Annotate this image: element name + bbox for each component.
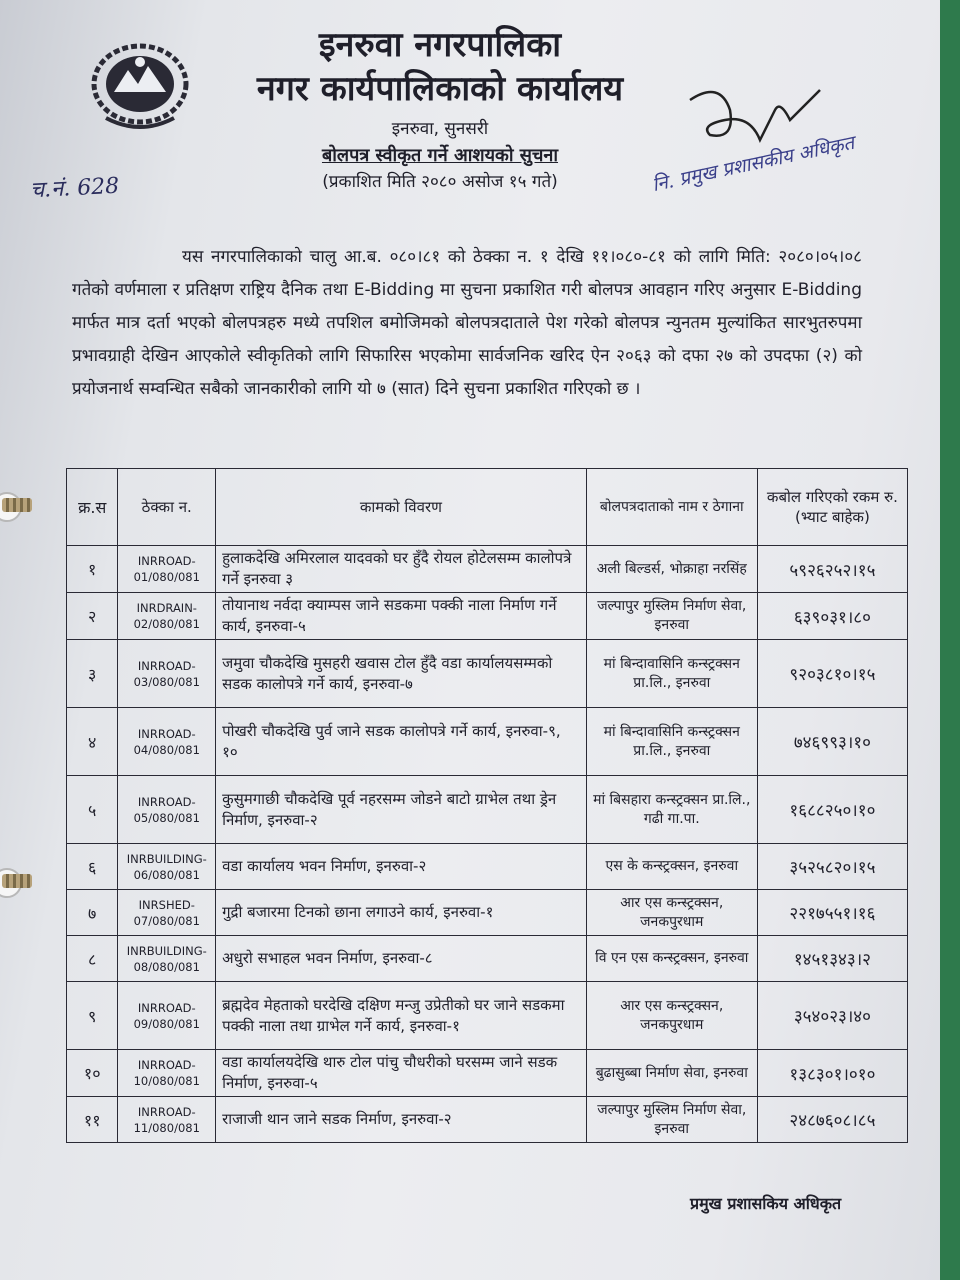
cell-sn: ३ (67, 640, 118, 708)
cell-amount: ९२०३८१०।१५ (757, 640, 907, 708)
cell-description: ब्रह्मदेव मेहताको घरदेखि दक्षिण मन्जु उप्रेतीको घर जाने सडकमा पक्की नाला तथा ग्राभेल गर्ने कार्य, इनरुवा-१ (216, 982, 587, 1050)
cell-bidder: मां बिन्दावासिनि कन्स्ट्रक्सन प्रा.लि., इनरुवा (586, 640, 757, 708)
cell-description: हुलाकदेखि अमिरलाल यादवको घर हुँदै रोयल होटेलसम्म कालोपत्रे गर्ने इनरुवा ३ (216, 546, 587, 593)
cell-bidder: जल्पापुर मुस्लिम निर्माण सेवा, इनरुवा (586, 593, 757, 640)
table-row (67, 708, 908, 776)
cell-contract-no: INRROAD-05/080/081 (118, 776, 216, 844)
table-header-row (67, 469, 908, 546)
cell-contract-no: INRROAD-11/080/081 (118, 1097, 216, 1143)
col-header-description: कामको विवरण (216, 469, 587, 546)
cell-description: तोयानाथ नर्वदा क्याम्पस जाने सडकमा पक्की नाला निर्माण गर्ने कार्य, इनरुवा-५ (216, 593, 587, 640)
cell-bidder: आर एस कन्स्ट्रक्सन, जनकपुरधाम (586, 890, 757, 936)
cell-description: अधुरो सभाहल भवन निर्माण, इनरुवा-८ (216, 936, 587, 982)
cell-sn: ९ (67, 982, 118, 1050)
col-header-sn: क्र.स (67, 469, 118, 546)
table-row (67, 1050, 908, 1097)
binder-clip (2, 874, 32, 888)
cell-sn: ५ (67, 776, 118, 844)
office-title: इनरुवा नगरपालिका (318, 25, 562, 65)
cell-sn: १० (67, 1050, 118, 1097)
cell-sn: ८ (67, 936, 118, 982)
table-row (67, 640, 908, 708)
cell-sn: ११ (67, 1097, 118, 1143)
cell-bidder: आर एस कन्स्ट्रक्सन, जनकपुरधाम (586, 982, 757, 1050)
contracts-table (66, 468, 908, 1143)
table-row (67, 844, 908, 890)
cell-bidder: एस के कन्स्ट्रक्सन, इनरुवा (586, 844, 757, 890)
table-row (67, 890, 908, 936)
cell-contract-no: INRBUILDING-08/080/081 (118, 936, 216, 982)
cell-contract-no: INRROAD-01/080/081 (118, 546, 216, 593)
cell-description: राजाजी थान जाने सडक निर्माण, इनरुवा-२ (216, 1097, 587, 1143)
cell-bidder: अली बिल्डर्स, भोक्राहा नरसिंह (586, 546, 757, 593)
officer-stamp: नि. प्रमुख प्रशासकीय अधिकृत (650, 131, 857, 197)
cell-contract-no: INRROAD-03/080/081 (118, 640, 216, 708)
cell-amount: १३८३०१।०१० (757, 1050, 907, 1097)
cell-bidder: वि एन एस कन्स्ट्रक्सन, इनरुवा (586, 936, 757, 982)
cell-bidder: बुढासुब्बा निर्माण सेवा, इनरुवा (586, 1050, 757, 1097)
cell-description: कुसुमगाछी चौकदेखि पूर्व नहरसम्म जोडने बाटो ग्राभेल तथा ड्रेन निर्माण, इनरुवा-२ (216, 776, 587, 844)
cell-amount: २४८७६०८।८५ (757, 1097, 907, 1143)
table-row (67, 593, 908, 640)
notice-body: यस नगरपालिकाको चालु आ.ब. ०८०।८१ को ठेक्का न. १ देखि ११।०८०-८१ को लागि मिति: २०८०।०५।०८ गतेको वर्णमाला र प्रतिक्षण राष्ट्रिय दैनिक तथा E-Bidding मा सुचना प्रकाशित गरी बोलपत्र आवहान गरिए अनुसार E-Bidding मार्फत मात्र दर्ता भएको बोलपत्रहरु मध्ये तपशिल बमोजिमको बोलपत्रदाताले पेश गरेको बोलपत्र न्युनतम मुल्यांकित सारभुतरुपमा प्रभावग्राही देखिन आएकोले स्वीकृतिको लागि सिफारिस भएकोमा सार्वजनिक खरिद ऐन २०६३ को दफा २७ को उपदफा (२) को प्रयोजनार्थ सम्वन्धित सबैको जानकारीको लागि यो ७ (सात) दिने सुचना प्रकाशित गरिएको छ । (72, 247, 862, 399)
background-green-edge (940, 0, 960, 1280)
notice-title: बोलपत्र स्वीकृत गर्ने आशयको सुचना (321, 145, 559, 166)
table-row (67, 936, 908, 982)
cell-sn: १ (67, 546, 118, 593)
table-row (67, 982, 908, 1050)
office-subtitle: नगर कार्यपालिकाको कार्यालय (256, 69, 624, 109)
cell-description: वडा कार्यालय भवन निर्माण, इनरुवा-२ (216, 844, 587, 890)
cell-contract-no: INRROAD-09/080/081 (118, 982, 216, 1050)
table-row (67, 1097, 908, 1143)
signatory-title: प्रमुख प्रशासकिय अधिकृत (690, 1194, 842, 1213)
cell-amount: ३५२५८२०।१५ (757, 844, 907, 890)
cell-amount: ६३९०३१।८० (757, 593, 907, 640)
cell-amount: ३५४०२३।४० (757, 982, 907, 1050)
cell-sn: २ (67, 593, 118, 640)
col-header-amount: कबोल गरिएको रकम रु. (भ्याट बाहेक) (757, 469, 907, 546)
cell-description: जमुवा चौकदेखि मुसहरी खवास टोल हुँदै वडा कार्यालयसम्मको सडक कालोपत्रे गर्ने कार्य, इनरुवा-७ (216, 640, 587, 708)
office-location: इनरुवा, सुनसरी (391, 119, 489, 139)
cell-description: पोखरी चौकदेखि पुर्व जाने सडक कालोपत्रे गर्ने कार्य, इनरुवा-९, १० (216, 708, 587, 776)
cell-contract-no: INRBUILDING-06/080/081 (118, 844, 216, 890)
cell-contract-no: INRROAD-04/080/081 (118, 708, 216, 776)
cell-amount: ७४६९९३।१० (757, 708, 907, 776)
cell-amount: १४५१३४३।२ (757, 936, 907, 982)
cell-amount: ५९२६२५२।१५ (757, 546, 907, 593)
cell-bidder: मां बिन्दावासिनि कन्स्ट्रक्सन प्रा.लि., इनरुवा (586, 708, 757, 776)
cell-amount: २२१७५५१।१६ (757, 890, 907, 936)
cell-contract-no: INRROAD-10/080/081 (118, 1050, 216, 1097)
cell-sn: ७ (67, 890, 118, 936)
cell-description: गुद्री बजारमा टिनको छाना लगाउने कार्य, इनरुवा-१ (216, 890, 587, 936)
col-header-contract-no: ठेक्का न. (118, 469, 216, 546)
col-header-bidder: बोलपत्रदाताको नाम र ठेगाना (586, 469, 757, 546)
cell-contract-no: INRSHED-07/080/081 (118, 890, 216, 936)
cell-description: वडा कार्यालयदेखि थारु टोल पांचु चौधरीको घरसम्म जाने सडक निर्माण, इनरुवा-५ (216, 1050, 587, 1097)
cell-amount: १६८८२५०।१० (757, 776, 907, 844)
table-row (67, 546, 908, 593)
handwritten-reg-no: च.नं. 628 (29, 173, 120, 204)
table-row (67, 776, 908, 844)
published-date: (प्रकाशित मिति २०८० असोज १५ गते) (322, 172, 558, 192)
cell-contract-no: INRDRAIN-02/080/081 (118, 593, 216, 640)
signature (680, 80, 830, 170)
cell-sn: ६ (67, 844, 118, 890)
cell-bidder: जल्पापुर मुस्लिम निर्माण सेवा, इनरुवा (586, 1097, 757, 1143)
cell-sn: ४ (67, 708, 118, 776)
binder-clip (2, 498, 32, 512)
cell-bidder: मां बिसहारा कन्स्ट्रक्सन प्रा.लि., गढी गा.पा. (586, 776, 757, 844)
